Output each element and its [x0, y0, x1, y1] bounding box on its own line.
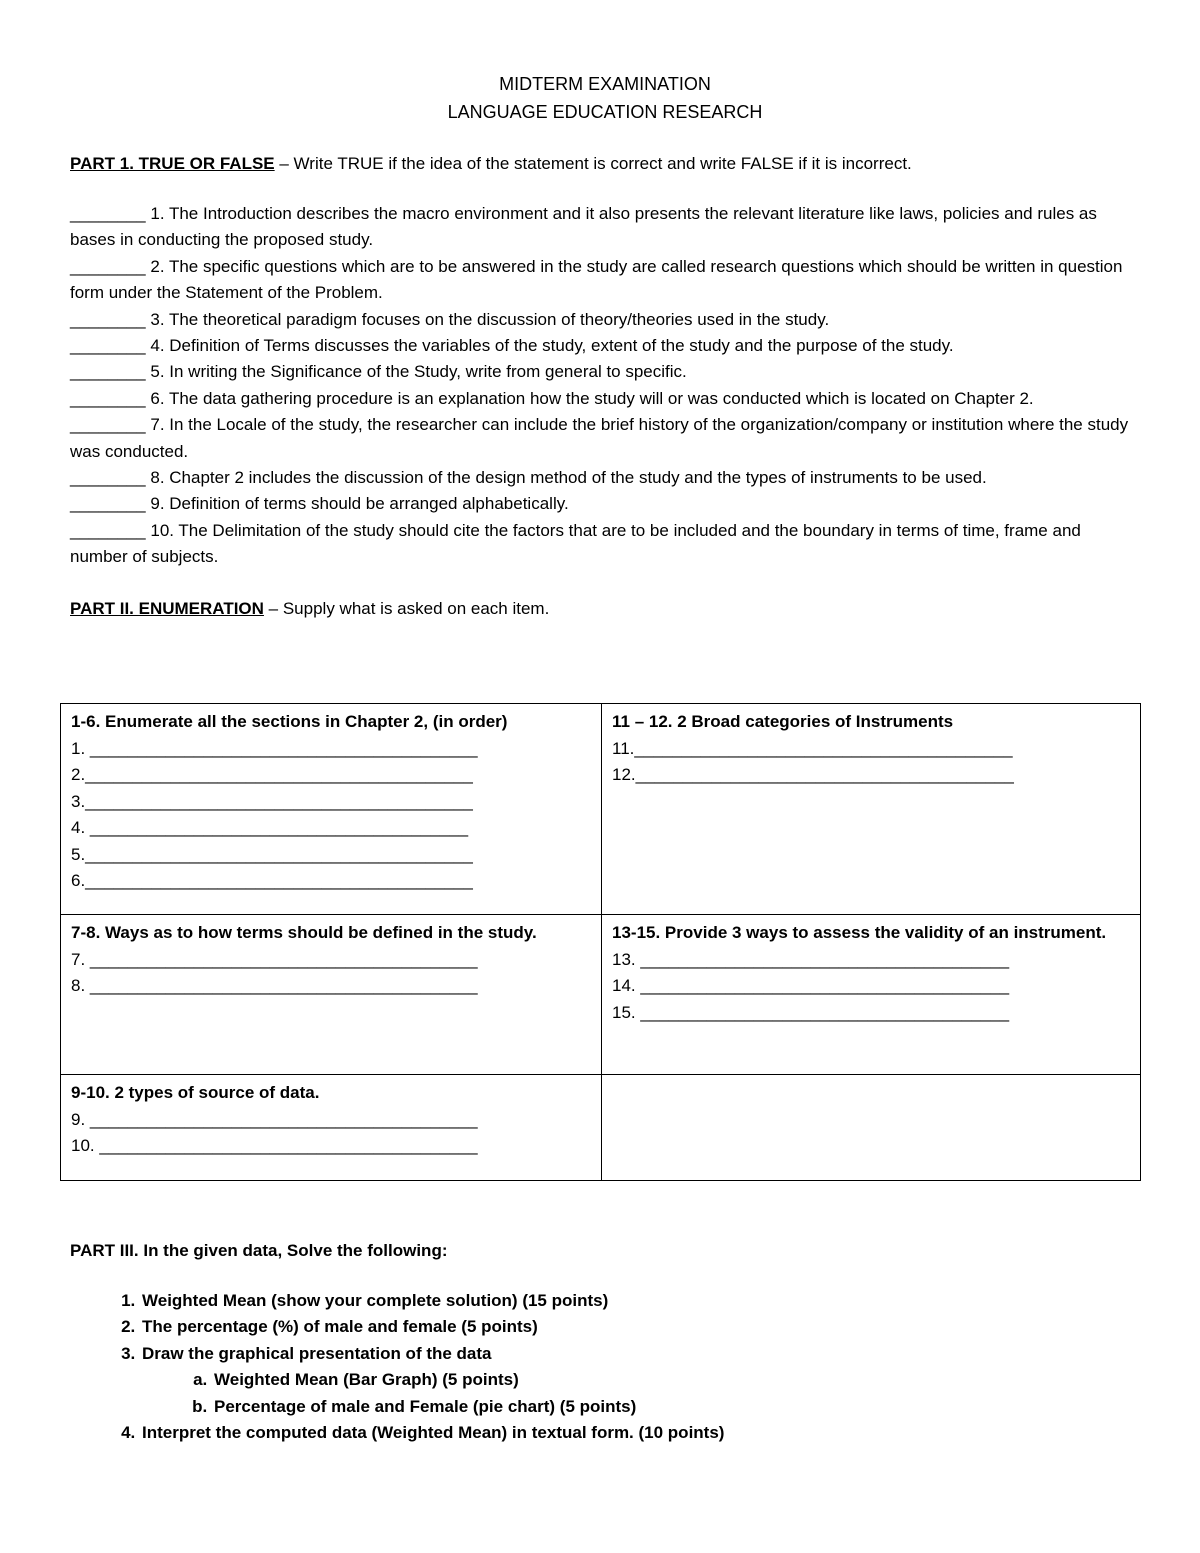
- tf-item-4: ________ 4. Definition of Terms discusses the variables of the study, extent of the study and the purpose of the study.: [70, 336, 954, 356]
- terms-title: 7-8. Ways as to how terms should be defined in the study.: [71, 923, 537, 942]
- sections-cell: [61, 704, 602, 915]
- empty-cell: [602, 1075, 1141, 1181]
- tf-item-3: ________ 3. The theoretical paradigm focuses on the discussion of theory/theories used in the study.: [70, 309, 830, 329]
- true-false-items: [70, 201, 1140, 571]
- part2-heading: [70, 595, 1140, 622]
- part1-heading: [70, 150, 1140, 177]
- task-graphical: [140, 1341, 1140, 1420]
- tf-item-5: ________ 5. In writing the Significance of the Study, write from general to specific.: [70, 362, 687, 382]
- task-interpret: 4. Interpret the computed data (Weighted Mean) in textual form. (10 points): [140, 1420, 1140, 1446]
- part1-label: PART 1. TRUE OR FALSE: [70, 154, 275, 173]
- tf-item-1: ________ 1. The Introduction describes the macro environment and it also presents the relevant literature like laws, policies and rules as bases in conducting the proposed study.: [70, 204, 1097, 250]
- part3-heading: PART III. In the given data, Solve the following:: [70, 1241, 448, 1260]
- instruments-cell: [602, 704, 1141, 915]
- part2-label: PART II. ENUMERATION: [70, 598, 264, 618]
- answer-line-14: 14. _______________________________________: [612, 976, 1010, 995]
- task-percentage: 2. The percentage (%) of male and female (5 points): [140, 1314, 1140, 1340]
- sources-title: 9-10. 2 types of source of data.: [71, 1083, 320, 1102]
- subtask-pie-chart: b. Percentage of male and Female (pie chart) (5 points): [212, 1394, 1140, 1420]
- task-list: [70, 1288, 1140, 1446]
- answer-line-8: 8. _________________________________________: [71, 976, 478, 995]
- answer-line-3: 3._________________________________________: [71, 791, 473, 811]
- sections-title: 1-6. Enumerate all the sections in Chapter 2, (in order): [71, 712, 508, 731]
- tf-item-2: ________ 2. The specific questions which are to be answered in the study are called research questions which should be written in question form under the Statement of the Problem.: [70, 256, 1123, 303]
- part2-instruction: – Supply what is asked on each item.: [263, 598, 550, 618]
- answer-line-11: 11.________________________________________: [612, 738, 1013, 758]
- answer-line-15: 15. _______________________________________: [612, 1002, 1010, 1022]
- enumeration-table: [60, 703, 1141, 1181]
- answer-line-9: 9. _________________________________________: [71, 1109, 478, 1129]
- validity-cell: [602, 915, 1141, 1075]
- answer-line-13: 13. _______________________________________: [612, 949, 1010, 969]
- part3-section: [70, 1237, 1140, 1446]
- graphical-subtask-list: [142, 1367, 1140, 1420]
- table-row: [61, 704, 1141, 915]
- answer-line-10: 10. ________________________________________: [71, 1136, 478, 1155]
- table-row: [61, 915, 1141, 1075]
- answer-line-7: 7. _________________________________________: [71, 949, 478, 969]
- answer-line-12: 12.________________________________________: [612, 765, 1014, 784]
- instruments-title: 11 – 12. 2 Broad categories of Instruments: [612, 712, 954, 731]
- title-line-1: MIDTERM EXAMINATION: [499, 74, 711, 94]
- answer-line-5: 5._________________________________________: [71, 844, 473, 864]
- answer-line-4: 4. ________________________________________: [71, 818, 469, 837]
- task-graphical-label: Draw the graphical presentation of the data: [142, 1343, 492, 1363]
- terms-cell: [61, 915, 602, 1075]
- tf-item-8: ________ 8. Chapter 2 includes the discussion of the design method of the study and the types of instruments to be used.: [70, 468, 987, 488]
- tf-item-7: ________ 7. In the Locale of the study, the researcher can include the brief history of the organization/company or institution where the study was conducted.: [70, 415, 1129, 461]
- answer-line-1: 1. _________________________________________: [71, 738, 478, 758]
- part1-instruction: – Write TRUE if the idea of the statement is correct and write FALSE if it is incorrect.: [274, 154, 912, 173]
- title-line-2: LANGUAGE EDUCATION RESEARCH: [447, 102, 763, 122]
- answer-line-6: 6._________________________________________: [71, 871, 473, 890]
- exam-title: [70, 70, 1140, 126]
- sources-cell: [61, 1075, 602, 1181]
- task-weighted-mean: 1. Weighted Mean (show your complete solution) (15 points): [140, 1288, 1140, 1314]
- tf-item-10: ________ 10. The Delimitation of the study should cite the factors that are to be included and the boundary in terms of time, frame and number of subjects.: [70, 520, 1081, 567]
- table-row: [61, 1075, 1141, 1181]
- exam-page: [70, 70, 1140, 622]
- tf-item-6: ________ 6. The data gathering procedure is an explanation how the study will or was conducted which is located on Chapter 2.: [70, 388, 1034, 408]
- subtask-bar-graph: a. Weighted Mean (Bar Graph) (5 points): [212, 1367, 1140, 1393]
- tf-item-9: ________ 9. Definition of terms should be arranged alphabetically.: [70, 494, 569, 514]
- validity-title: 13-15. Provide 3 ways to assess the validity of an instrument.: [612, 923, 1107, 942]
- answer-line-2: 2._________________________________________: [71, 765, 473, 784]
